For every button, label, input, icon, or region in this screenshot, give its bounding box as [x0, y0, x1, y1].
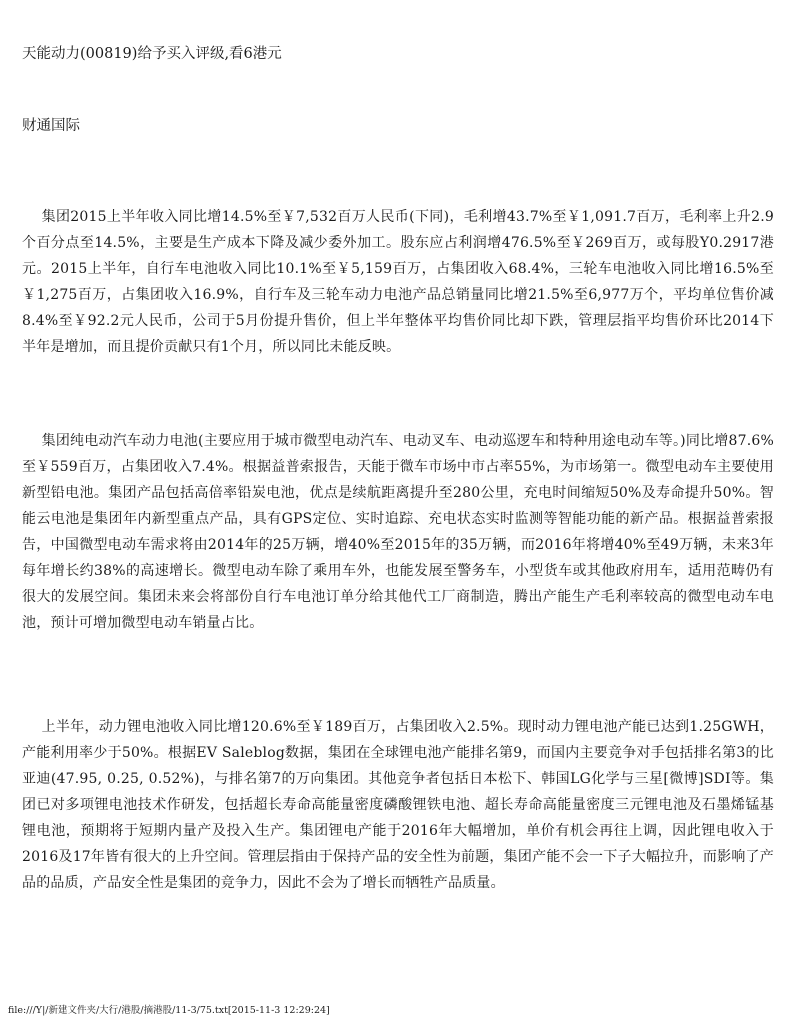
paragraph-2: 集团纯电动汽车动力电池(主要应用于城市微型电动汽车、电动叉车、电动巡逻车和特种用途电动车等。)同比增87.6%至￥559百万，占集团收入7.4%。根据益普索报告，天能于微车市场中市占率55%，为市场第一。微型电动车主要使用新型铅电池。集团产品包括高倍率铅炭电池，优点是续航距离提升至280公里，充电时间缩短50%及寿命提升50%。智能云电池是集团年内新型重点产品，具有GPS定位、实时追踪、充电状态实时监测等智能功能的新产品。根据益普索报告，中国微型电动车需求将由2014年的25万辆，增40%至2015年的35万辆，而2016年将增40%至49万辆，未来3年每年增长约38%的高速增长。微型电动车除了乘用车外，也能发展至警务车，小型货车或其他政府用车，适用范畴仍有很大的发展空间。集团未来会将部份自行车电池订单分给其他代工厂商制造，腾出产能生产毛利率较高的微型电动车电池，预计可增加微型电动车销量占比。 — [22, 433, 774, 631]
document-title: 天能动力(00819)给予买入评级,看6港元 — [22, 46, 282, 62]
document-source: 财通国际 — [22, 118, 80, 134]
file-path-footer: file:///Y|/新建文件夹/大行/港股/摘港股/11-3/75.txt[2015-11-3 12:29:24] — [8, 1005, 330, 1016]
paragraph-3: 上半年，动力锂电池收入同比增120.6%至￥189百万，占集团收入2.5%。现时动力锂电池产能已达到1.25GWH，产能利用率少于50%。根据EV Saleblog数据，集团在全球锂电池产能排名第9，而国内主要竞争对手包括排名第3的比亚迪(47.95, 0.25, 0.52%)，与排名第7的万向集团。其他竞争者包括日本松下、韩国LG化学与三星[微博]SDI等。集团已对多项锂电池技术作研发，包括超长寿命高能量密度磷酸锂铁电池、超长寿命高能量密度三元锂电池及石墨烯锰基锂电池，预期将于短期内量产及投入生产。集团锂电产能于2016年大幅增加，单价有机会再往上调，因此锂电收入于2016及17年皆有很大的上升空间。管理层指由于保持产品的安全性为前题，集团产能不会一下子大幅拉升，而影响了产品的品质，产品安全性是集团的竞争力，因此不会为了增长而牺牲产品质量。 — [22, 719, 774, 891]
paragraph-1: 集团2015上半年收入同比增14.5%至￥7,532百万人民币(下同)，毛利增43.7%至￥1,091.7百万，毛利率上升2.9个百分点至14.5%，主要是生产成本下降及减少委外加工。股东应占利润增476.5%至￥269百万，或每股Y0.2917港元。2015上半年，自行车电池收入同比10.1%至￥5,159百万，占集团收入68.4%，三轮车电池收入同比增16.5%至￥1,275百万，占集团收入16.9%，自行车及三轮车动力电池产品总销量同比增21.5%至6,977万个，平均单位售价减8.4%至￥92.2元人民币，公司于5月份提升售价，但上半年整体平均售价同比却下跌，管理层指平均售价环比2014下半年是增加，而且提价贡献只有1个月，所以同比未能反映。 — [22, 209, 774, 355]
